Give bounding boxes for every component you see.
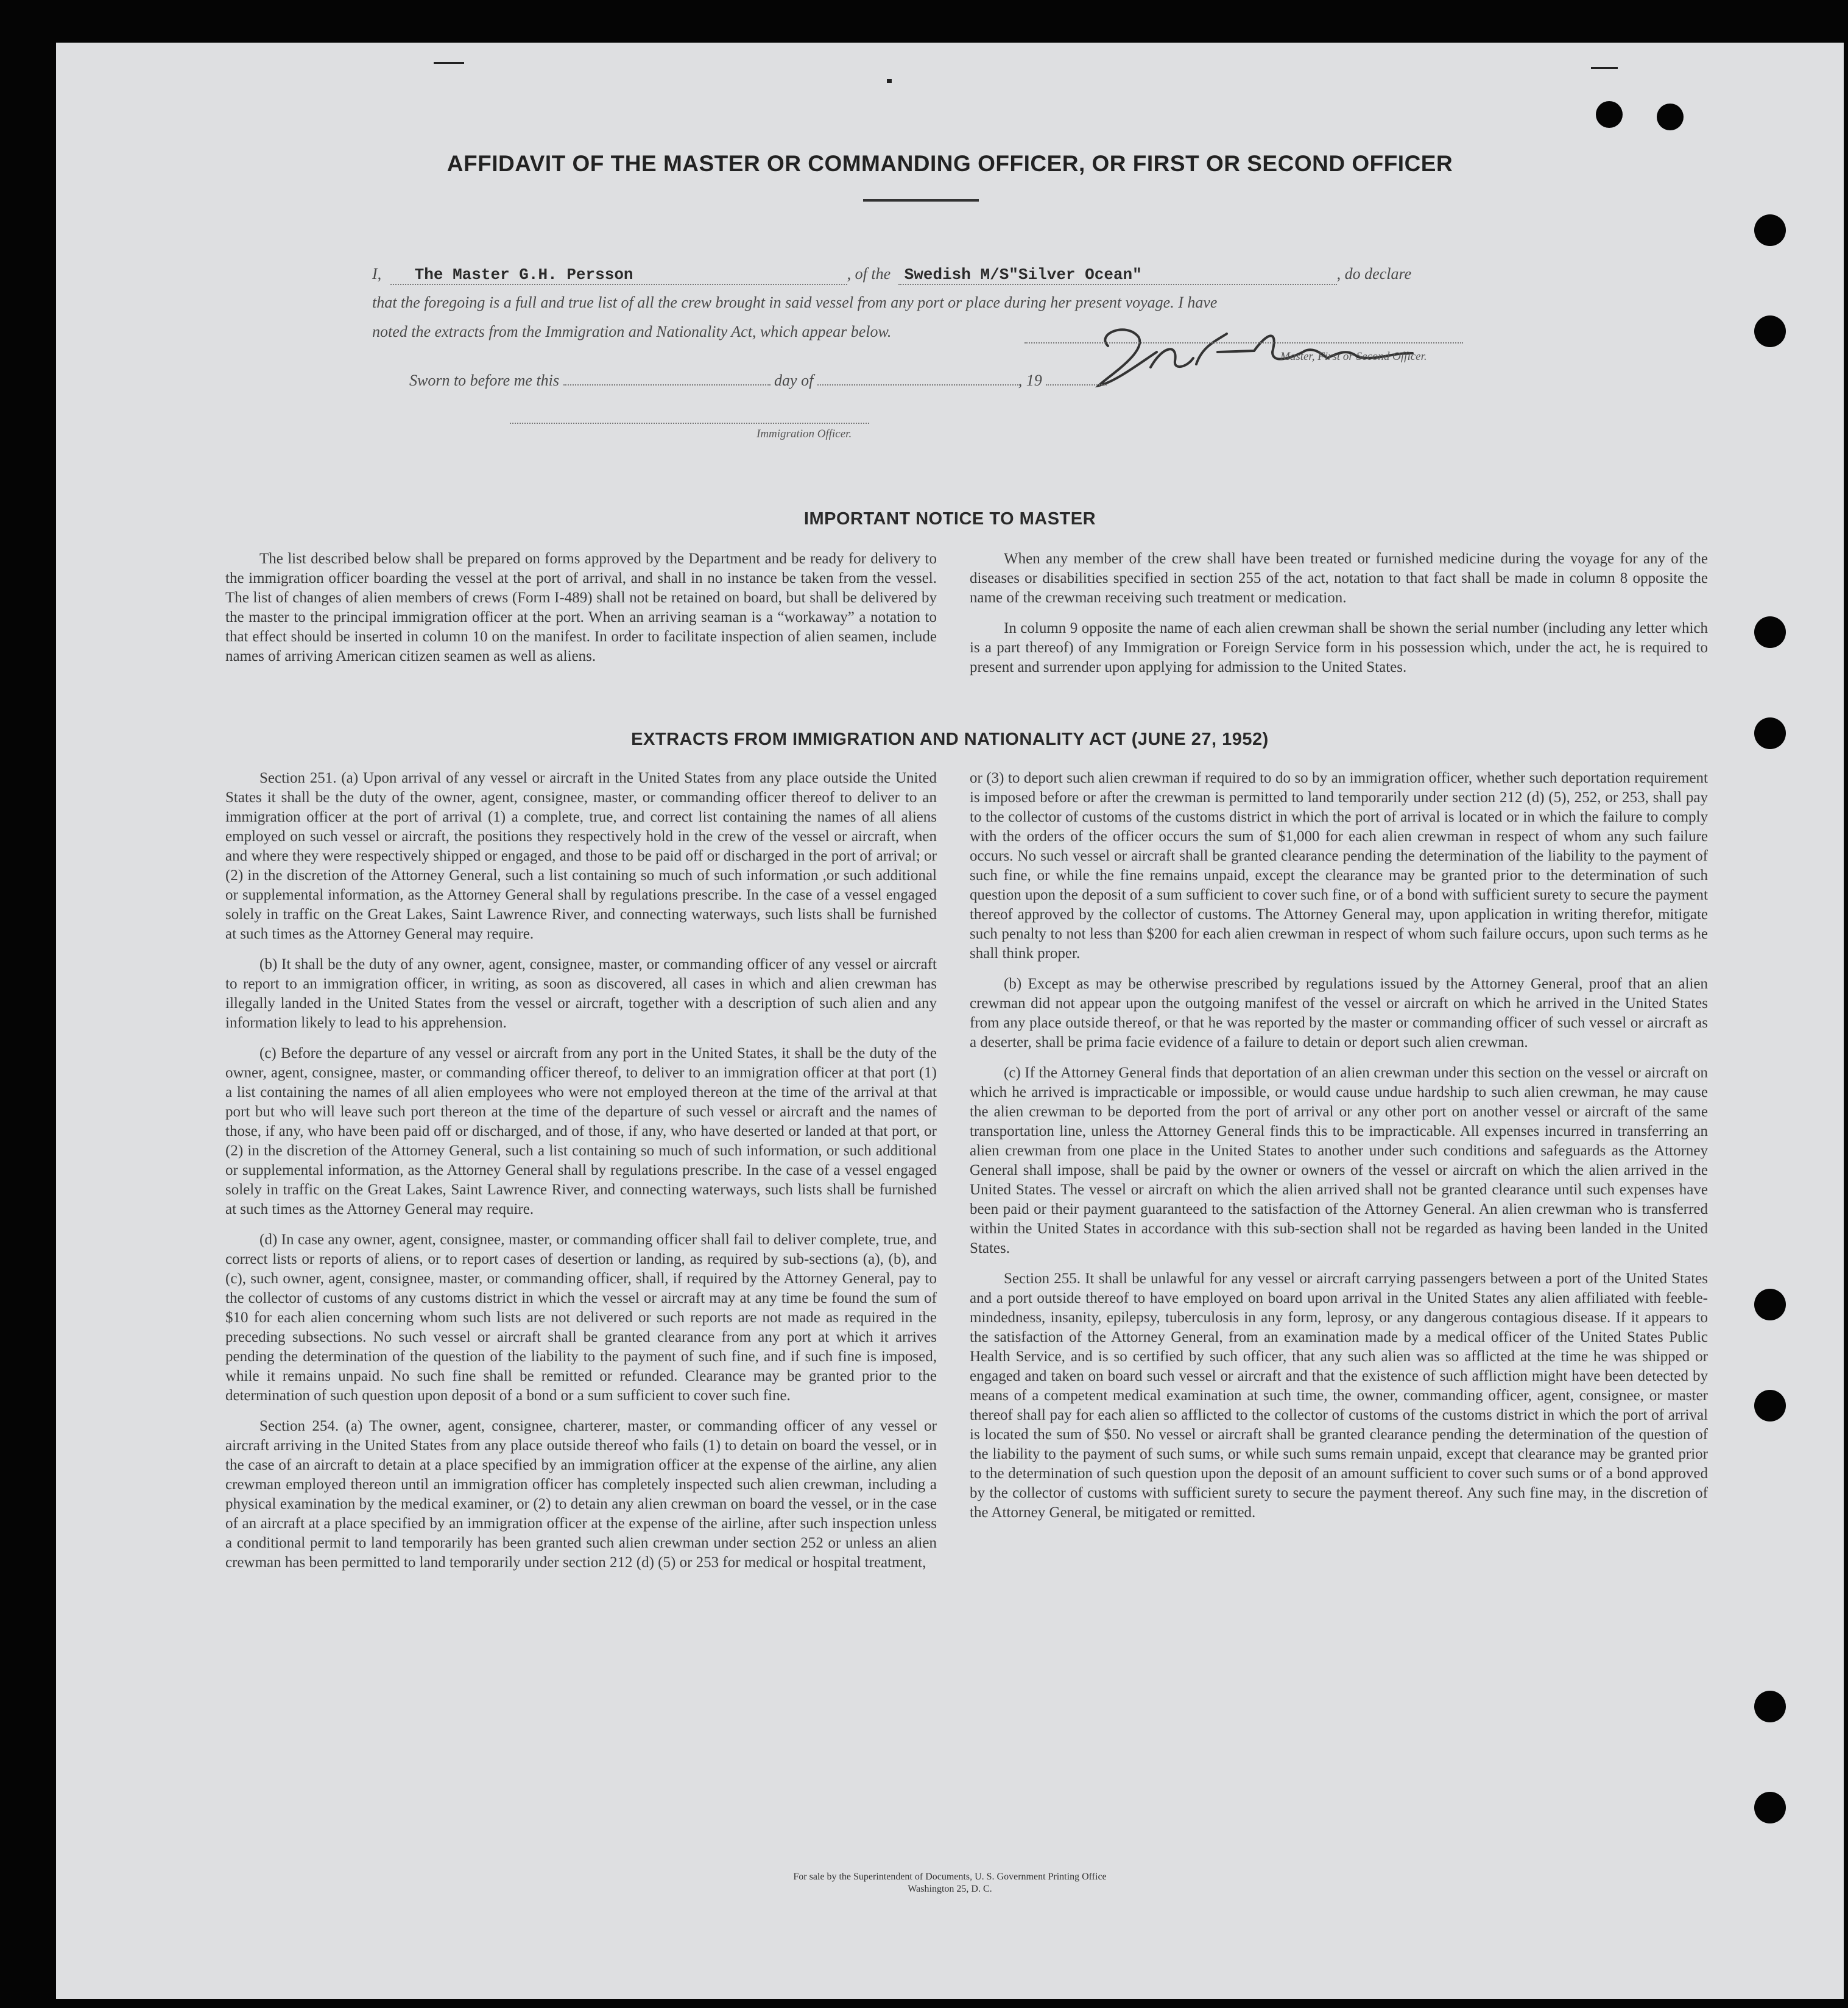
punch-hole — [1754, 315, 1786, 347]
extract-paragraph: or (3) to deport such alien crewman if required to do so by an immigration officer, whether such deportation requirement is imposed before or after the crewman is permitted to land temporarily under section 212 (d) (5), 252, or 253, shall pay to the collector of customs of the customs district in which the port of arrival is located or in which the failure to comply with the orders of the officer occurs the sum of $1,000 for each alien crewman in respect of whom any such failure occurs. No such vessel or aircraft shall be granted clearance pending the determination of the liability to the payment of such fine, or while the fine remains unpaid, except the clearance may be granted prior to the determination of such question upon the deposit of a sum sufficient to cover such fine, or of a bond with sufficient surety to secure the payment thereof approved by the collector of customs. The Attorney General may, upon application in writing therefor, mitigate such penalty to not less than $200 for each alien crewman in respect of whom such failure occurs, upon such terms as he shall think proper. — [970, 770, 1708, 962]
notice-left-column — [225, 549, 937, 677]
printing-office-footer — [56, 1871, 1844, 1895]
day-of-label: day of — [774, 372, 814, 389]
year-label: , 19 — [1018, 372, 1042, 389]
declarant-field[interactable] — [390, 265, 847, 285]
punch-hole — [1754, 1691, 1786, 1722]
footer-line-2: Washington 25, D. C. — [908, 1884, 992, 1894]
sworn-line — [409, 372, 1323, 390]
extracts-right-column — [970, 769, 1708, 1534]
extract-paragraph: Section 251. (a) Upon arrival of any vessel or aircraft in the United States from any place outside the United States it shall be the duty of the owner, agent, consignee, master, or commanding officer thereof to deliver to an immigration officer at the port of arrival (1) a complete, true, and correct list containing the names of all aliens employed on such vessel or aircraft, the positions they respectively hold in the crew of the vessel or aircraft, when and where they were respectively shipped or engaged, and those to be paid off or discharged in the port of arrival; or (2) in the discretion of the Attorney General, such a list containing so much of such information ,or such additional or supplemental information, as the Attorney General shall by regulations prescribe. In the case of a vessel engaged solely in traffic on the Great Lakes, Saint Lawrence River, and connecting waterways, such lists shall be furnished at such times as the Attorney General may require. — [225, 770, 937, 942]
sworn-label: Sworn to before me this — [409, 372, 560, 389]
declaration-line-3: noted the extracts from the Immigration and Nationality Act, which appear below. — [372, 323, 892, 340]
do-declare-label: , do declare — [1336, 265, 1412, 283]
notice-paragraph: In column 9 opposite the name of each alien crewman shall be shown the serial number (including any letter which is a part thereof) of any Immigration or Foreign Service form in his possession which, under the act, he is required to present and surrender upon applying for admission to the United States. — [970, 620, 1708, 675]
punch-hole — [1754, 1792, 1786, 1823]
extract-paragraph: (b) It shall be the duty of any owner, agent, consignee, master, or commanding officer of any vessel or aircraft to report to an immigration officer, in writing, as soon as discovered, all cases in which and alien crewman has illegally landed in the United States from the vessel or aircraft, together with a description of such alien and any information likely to lead to his apprehension. — [225, 956, 937, 1031]
extract-paragraph: (c) Before the departure of any vessel or aircraft from any port in the United States, it shall be the duty of the owner, agent, consignee, master, or commanding officer thereof, to deliver to an immigration officer at that port (1) a list containing the names of all alien employees who were not employed thereon at the time of the arrival at that port but who will leave such port thereon at the time of the departure of such vessel or aircraft and the names of those, if any, who have been paid off or discharged, and of those, if any, who have deserted or landed at that port, or (2) in the discretion of the Attorney General, such a list containing so much of such information, or such additional or supplemental information, as the Attorney General shall by regulations prescribe. In the case of a vessel engaged solely in traffic on the Great Lakes, Saint Lawrence River, and connecting waterways, such lists shall be furnished at such times as the Attorney General may require. — [225, 1045, 937, 1217]
extracts-heading: EXTRACTS FROM IMMIGRATION AND NATIONALITY ACT (JUNE 27, 1952) — [631, 730, 1269, 749]
sworn-year-field[interactable] — [1046, 384, 1107, 386]
punch-hole — [1754, 1390, 1786, 1421]
officer-caption: Immigration Officer. — [756, 428, 852, 440]
notice-paragraph: When any member of the crew shall have been treated or furnished medicine during the voyage for any of the diseases or disabilities specified in section 255 of the act, notation to that fact shall be made in column 8 opposite the name of the crewman receiving such treatment or medication. — [970, 551, 1708, 606]
extract-paragraph: (c) If the Attorney General finds that deportation of an alien crewman under this section on the vessel or aircraft on which he arrived is impracticable or impossible, or would cause undue hardship to such alien crewman, he may cause the alien crewman to be deported from the port of arrival or any other port on another vessel or aircraft of the same transportation line, unless the Attorney General finds this to be impracticable. All expenses incurred in transferring an alien crewman from one place in the United States to another under such conditions and safeguards as the Attorney General shall impose, shall be paid by the owner or owners of the vessel or aircraft on which the alien arrived in the United States. The vessel or aircraft on which the alien arrived shall not be granted clearance until such expenses have been paid or their payment guaranteed to the satisfaction of the Attorney General. An alien crewman who is transferred within the United States in accordance with this sub-section shall not be regarded as having been landed in the United States. — [970, 1065, 1708, 1256]
declaration-line-1 — [372, 265, 1567, 285]
officer-line[interactable] — [510, 421, 869, 424]
scan-mark — [887, 79, 892, 83]
affidavit-title: AFFIDAVIT OF THE MASTER OR COMMANDING OFFICER, OR FIRST OR SECOND OFFICER — [446, 151, 1453, 176]
notice-right-column — [970, 549, 1708, 688]
extract-paragraph: (d) In case any owner, agent, consignee, master, or commanding officer shall fail to deliver complete, true, and correct lists or reports of aliens, or to report cases of desertion or landing, as required by sub-sections (a), (b), and (c), such owner, agent, consignee, master, or commanding officer, shall, if required by the Attorney General, pay to the collector of customs of any customs district in which the vessel or aircraft may at any time be found the sum of $10 for each alien concerning whom such lists are not delivered or such reports are not made as required in the preceding subsections. No such vessel or aircraft shall be granted clearance from any port at which it arrives pending the determination of the question of the liability to the payment of such fine, and if such fine is imposed, while it remains unpaid. No such fine shall be remitted or refunded. Clearance may be granted prior to the determination of such question upon deposit of a bond or a sum sufficient to cover such fine. — [225, 1231, 937, 1404]
extract-paragraph: Section 255. It shall be unlawful for any vessel or aircraft carrying passengers between a port of the United States and a port outside thereof to have employed on board upon arrival in the United States any alien affiliated with feeble-mindedness, insanity, epilepsy, tuberculosis in any form, leprosy, or any dangerous contagious disease. If it appears to the satisfaction of the Attorney General, from an examination made by a medical officer of the United States Public Health Service, and is so certified by such officer, that any such alien was so afflicted at the time he was shipped or engaged and taken on board such vessel or aircraft and that the existence of such affliction might have been detected by means of a competent medical examination at such time, the owner, commanding officer, agent, consignee, or master thereof shall pay for each alien so afflicted to the collector of customs of the customs district in which the port of arrival is located the sum of $50. No vessel or aircraft shall be granted clearance pending the determination of the question of the liability to the payment of such sums, or while such sums remain unpaid, except that clearance may be granted prior to the determination of such question upon the deposit of an amount sufficient to cover such sums or of a bond approved by the collector of customs with sufficient surety to secure the payment thereof. Any such fine may, in the discretion of the Attorney General, be mitigated or remitted. — [970, 1270, 1708, 1521]
notice-paragraph: The list described below shall be prepared on forms approved by the Department and be ready for delivery to the immigration officer boarding the vessel at the port of arrival, and shall in no instance be taken from the vessel. The list of changes of alien members of crews (Form I-489) shall not be retained on board, but shall be delivered by the master to the principal immigration officer at the port. When an arriving seaman is a “workaway” a notation to that effect should be inserted in column 10 on the manifest. In order to facilitate inspection of alien seamen, include names of arriving American citizen seamen as well as aliens. — [225, 551, 937, 664]
i-label: I, — [372, 265, 382, 283]
vessel-name: Swedish M/S"Silver Ocean" — [904, 266, 1142, 284]
extract-paragraph: (b) Except as may be otherwise prescribed by regulations issued by the Attorney General, proof that an alien crewman did not appear upon the outgoing manifest of the vessel or aircraft on which he arrived in the United States from any place outside thereof, or that he was reported by the master or commanding officer of such vessel or aircraft as a deserter, shall be prima facie evidence of a failure to detain or deport such alien crewman. — [970, 976, 1708, 1051]
sworn-month-field[interactable] — [817, 384, 1018, 386]
scan-mark — [1591, 67, 1618, 69]
declaration-line-2: that the foregoing is a full and true list of all the crew brought in said vessel from any port or place during her present voyage. I have — [372, 294, 1218, 311]
punch-hole — [1754, 1289, 1786, 1320]
footer-line-1: For sale by the Superintendent of Documents, U. S. Government Printing Office — [793, 1872, 1107, 1882]
punch-hole — [1754, 616, 1786, 648]
extracts-left-column — [225, 769, 937, 1584]
title-rule — [863, 199, 979, 202]
punch-hole — [1596, 101, 1623, 128]
punch-hole — [1657, 104, 1684, 130]
notice-heading: IMPORTANT NOTICE TO MASTER — [803, 509, 1096, 529]
declarant-name: The Master G.H. Persson — [414, 266, 633, 284]
signer-caption: Master, First or Second Officer. — [1280, 350, 1427, 363]
of-the-label: , of the — [847, 265, 891, 283]
sworn-day-field[interactable] — [563, 384, 771, 386]
extract-paragraph: Section 254. (a) The owner, agent, consignee, charterer, master, or commanding officer of any vessel or aircraft arriving in the United States from any place outside thereof who fails (1) to detain on board the vessel, or in the case of an aircraft to detain at a place specified by an immigration officer at the expense of the airline, any alien crewman employed thereon until an immigration officer has completely inspected such alien crewman, including a physical examination by the medical examiner, or (2) to detain any alien crewman on board the vessel, or in the case of an aircraft at a place specified by an immigration officer at the expense of the airline, after such inspection unless a conditional permit to land temporarily has been granted such alien crewman under section 252 or unless an alien crewman has been permitted to land temporarily under section 212 (d) (5) or 253 for medical or hospital treatment, — [225, 1418, 937, 1571]
signature-line — [1025, 341, 1463, 343]
vessel-field[interactable] — [898, 265, 1337, 285]
document-page — [56, 43, 1844, 1999]
scan-mark — [434, 62, 464, 64]
punch-hole — [1754, 214, 1786, 246]
